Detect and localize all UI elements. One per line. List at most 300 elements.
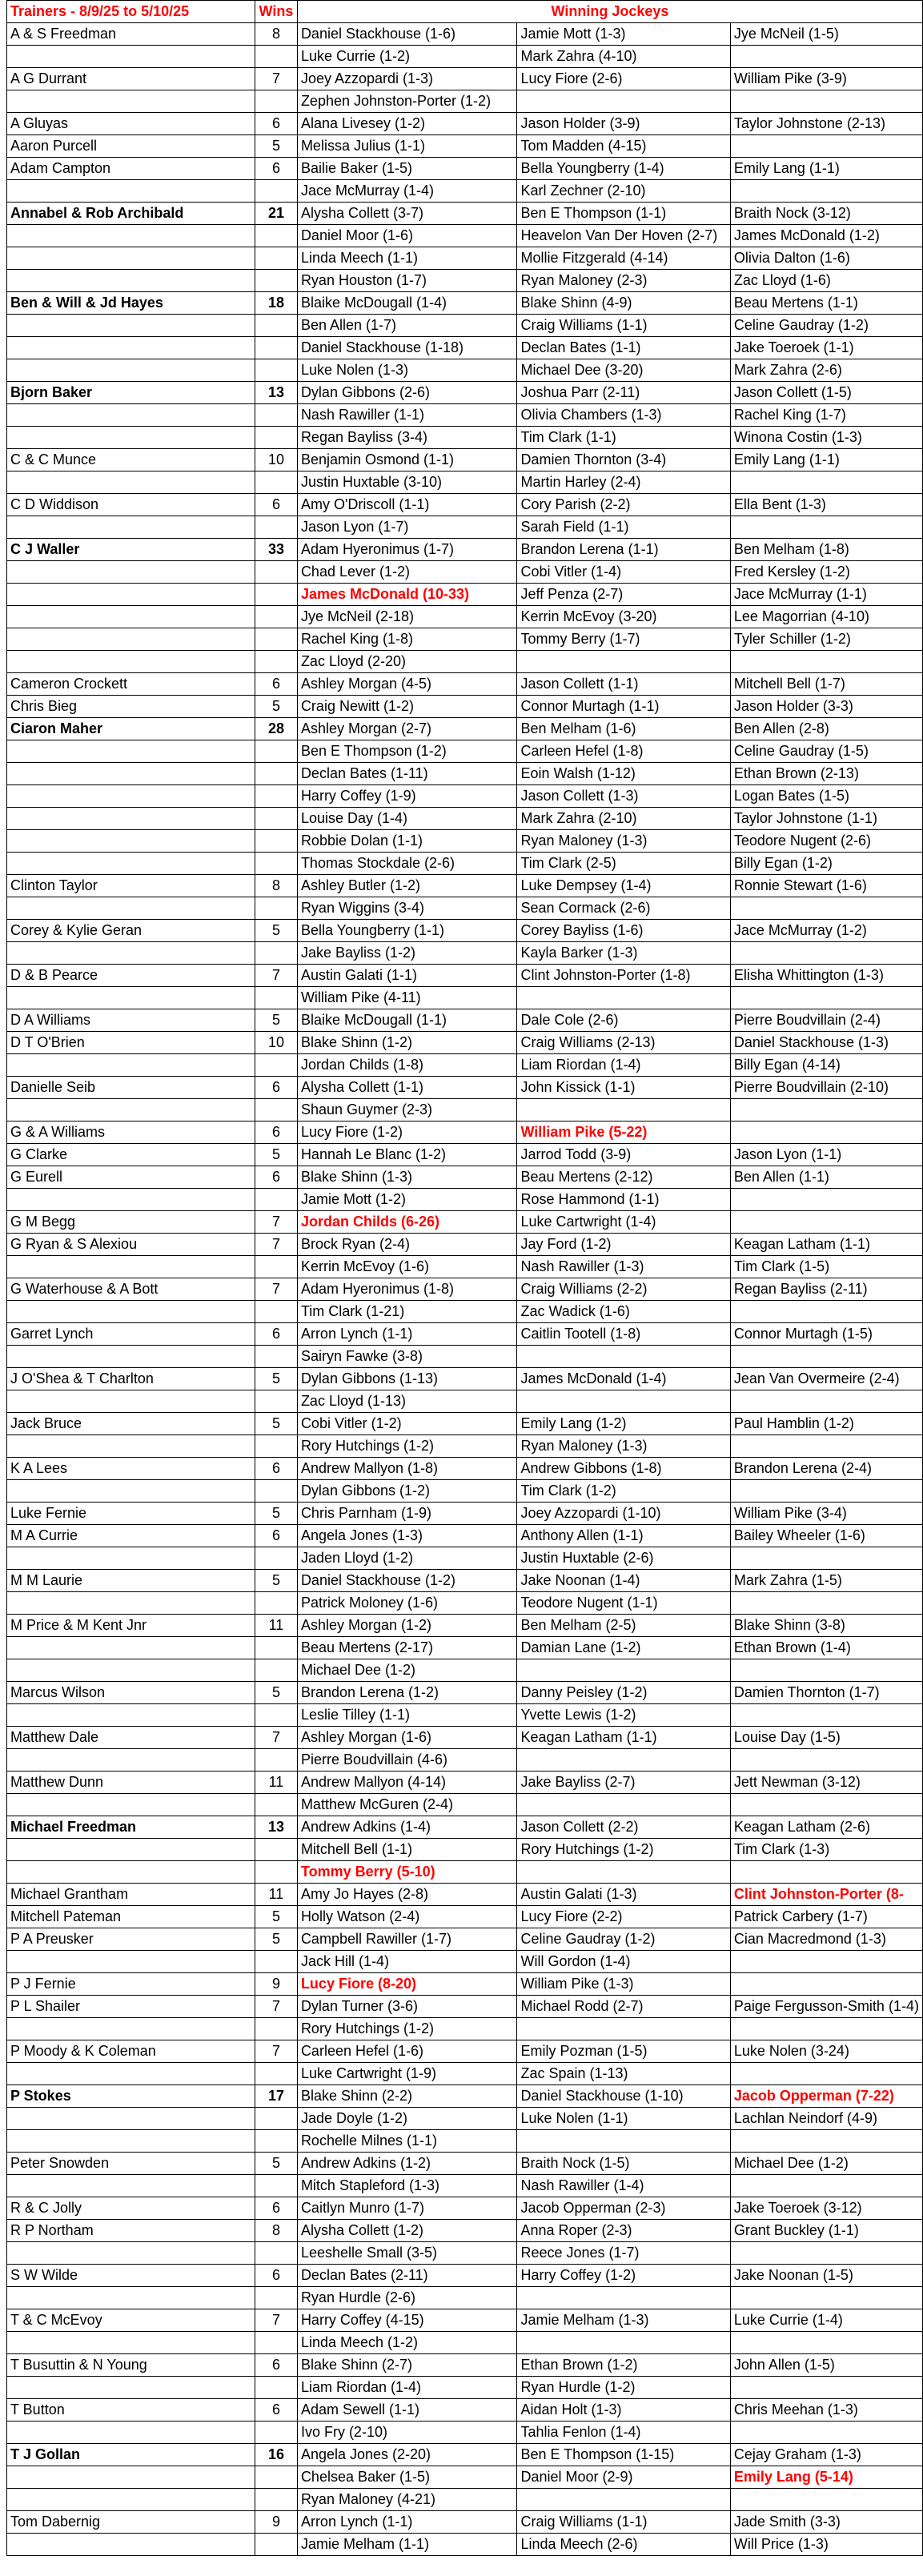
- table-row: [7, 1906, 923, 1928]
- trainer-name: [7, 46, 255, 68]
- jockey-cell: [730, 471, 922, 494]
- jockey-cell: Olivia Chambers (1-3): [517, 404, 730, 427]
- trainer-name: D A Williams: [7, 1009, 255, 1032]
- table-row: [7, 203, 923, 225]
- jockey-cell: Adam Sewell (1-1): [297, 2399, 517, 2422]
- jockey-cell: [730, 2018, 922, 2040]
- jockey-cell: Jordan Childs (1-8): [297, 1054, 517, 1077]
- jockey-cell: Pierre Boudvillain (4-6): [297, 1749, 517, 1772]
- jockey-cell: Tom Madden (4-15): [517, 135, 730, 158]
- table-row: [7, 2018, 923, 2040]
- jockey-cell: Dale Cole (2-6): [517, 1009, 730, 1032]
- wins-count: 7: [255, 965, 298, 987]
- trainer-name: Adam Campton: [7, 158, 255, 180]
- table-row: [7, 673, 923, 696]
- jockey-cell: Blake Shinn (2-2): [297, 2085, 517, 2108]
- jockey-cell: Caitlin Tootell (1-8): [517, 1323, 730, 1346]
- jockey-cell: Kerrin McEvoy (1-6): [297, 1256, 517, 1278]
- table-row: [7, 1928, 923, 1951]
- jockey-cell: Alana Livesey (1-2): [297, 113, 517, 135]
- trainer-name: [7, 1099, 255, 1121]
- jockey-cell: [730, 2489, 922, 2511]
- wins-count: [255, 785, 298, 808]
- table-row: [7, 494, 923, 516]
- jockey-cell: Kayla Barker (1-3): [517, 942, 730, 965]
- trainer-name: A G Durrant: [7, 68, 255, 90]
- trainer-name: P A Preusker: [7, 1928, 255, 1951]
- jockey-cell: Zac Lloyd (1-6): [730, 270, 922, 292]
- wins-count: 7: [255, 1278, 298, 1301]
- table-row: [7, 1547, 923, 1570]
- jockey-cell: Holly Watson (2-4): [297, 1906, 517, 1928]
- jockey-cell: Connor Murtagh (1-1): [517, 696, 730, 718]
- wins-count: [255, 2377, 298, 2399]
- jockey-cell: [730, 1794, 922, 1816]
- wins-count: [255, 90, 298, 113]
- wins-count: [255, 740, 298, 763]
- trainer-name: [7, 2242, 255, 2265]
- wins-count: 7: [255, 2040, 298, 2063]
- table-row: [7, 2063, 923, 2085]
- jockey-cell: Rory Hutchings (1-2): [517, 1839, 730, 1861]
- winning-jockeys-header: Winning Jockeys: [297, 1, 922, 23]
- jockey-cell: [730, 2332, 922, 2354]
- wins-count: 7: [255, 1234, 298, 1256]
- trainer-name: [7, 2466, 255, 2489]
- jockey-cell: Rachel King (1-7): [730, 404, 922, 427]
- wins-count: [255, 2175, 298, 2197]
- trainer-name: Ciaron Maher: [7, 718, 255, 740]
- jockey-cell: Taylor Johnstone (2-13): [730, 113, 922, 135]
- trainer-name: D T O'Brien: [7, 1032, 255, 1054]
- wins-count: 7: [255, 1211, 298, 1234]
- table-row: [7, 1816, 923, 1839]
- jockey-cell: Danny Peisley (1-2): [517, 1682, 730, 1704]
- jockey-cell: Hannah Le Blanc (1-2): [297, 1144, 517, 1166]
- jockey-cell: Brandon Lerena (1-2): [297, 1682, 517, 1704]
- jockey-cell: Grant Buckley (1-1): [730, 2220, 922, 2242]
- trainer-name: [7, 830, 255, 853]
- jockey-cell: Tim Clark (1-2): [517, 1480, 730, 1503]
- trainer-name: [7, 1861, 255, 1884]
- jockey-cell: Adam Hyeronimus (1-8): [297, 1278, 517, 1301]
- wins-count: 10: [255, 449, 298, 471]
- jockey-cell: Benjamin Osmond (1-1): [297, 449, 517, 471]
- trainer-name: Garret Lynch: [7, 1323, 255, 1346]
- jockey-cell: Caitlyn Munro (1-7): [297, 2197, 517, 2220]
- jockey-cell: Pierre Boudvillain (2-10): [730, 1077, 922, 1099]
- wins-count: 7: [255, 1727, 298, 1749]
- wins-count: [255, 2489, 298, 2511]
- table-row: [7, 359, 923, 382]
- jockey-cell: Teodore Nugent (2-6): [730, 830, 922, 853]
- jockey-cell: Patrick Moloney (1-6): [297, 1592, 517, 1615]
- table-row: [7, 1077, 923, 1099]
- trainer-name: Cameron Crockett: [7, 673, 255, 696]
- jockey-cell: Luke Nolen (3-24): [730, 2040, 922, 2063]
- jockey-cell: Dylan Gibbons (1-2): [297, 1480, 517, 1503]
- trainer-name: [7, 2175, 255, 2197]
- trainer-name: [7, 1704, 255, 1727]
- table-row: [7, 2287, 923, 2309]
- jockey-cell: Jason Lyon (1-7): [297, 516, 517, 539]
- jockey-cell: William Pike (1-3): [517, 1973, 730, 1996]
- wins-count: [255, 1435, 298, 1458]
- wins-count: [255, 897, 298, 920]
- jockey-cell: [517, 2332, 730, 2354]
- jockey-cell: Martin Harley (2-4): [517, 471, 730, 494]
- jockey-cell: Adam Hyeronimus (1-7): [297, 539, 517, 561]
- jockey-cell: Jamie Melham (1-3): [517, 2309, 730, 2332]
- jockey-cell: [730, 180, 922, 203]
- jockey-cell: [730, 1547, 922, 1570]
- table-row: [7, 1973, 923, 1996]
- trainers-table: [6, 0, 923, 2556]
- wins-count: 6: [255, 673, 298, 696]
- table-row: [7, 584, 923, 606]
- trainer-name: G Clarke: [7, 1144, 255, 1166]
- jockey-cell: Andrew Gibbons (1-8): [517, 1458, 730, 1480]
- trainer-name: [7, 606, 255, 628]
- jockey-cell: Celine Gaudray (1-2): [730, 315, 922, 337]
- trainer-name: [7, 2018, 255, 2040]
- trainer-name: Peter Snowden: [7, 2153, 255, 2175]
- jockey-cell: James McDonald (1-2): [730, 225, 922, 247]
- wins-count: 11: [255, 1615, 298, 1637]
- table-row: [7, 2265, 923, 2287]
- jockey-cell: Cobi Vitler (1-2): [297, 1413, 517, 1435]
- table-row: [7, 1144, 923, 1166]
- trainer-name: [7, 1346, 255, 1368]
- wins-count: 6: [255, 1166, 298, 1189]
- wins-count: [255, 808, 298, 830]
- trainer-name: Bjorn Baker: [7, 382, 255, 404]
- jockey-cell: Andrew Adkins (1-2): [297, 2153, 517, 2175]
- jockey-cell: Amy Jo Hayes (2-8): [297, 1884, 517, 1906]
- trainer-name: M M Laurie: [7, 1570, 255, 1592]
- jockey-cell: Ashley Butler (1-2): [297, 875, 517, 897]
- table-row: [7, 2399, 923, 2422]
- jockey-cell: Angela Jones (2-20): [297, 2444, 517, 2466]
- jockey-cell: Jason Holder (3-9): [517, 113, 730, 135]
- jockey-cell: Mark Zahra (4-10): [517, 46, 730, 68]
- jockey-cell: Jake Noonan (1-4): [517, 1570, 730, 1592]
- jockey-cell: Ben Allen (2-8): [730, 718, 922, 740]
- jockey-cell: Lee Magorrian (4-10): [730, 606, 922, 628]
- jockey-cell: [517, 2489, 730, 2511]
- jockey-cell: Jason Collett (1-3): [517, 785, 730, 808]
- jockey-cell: Jason Collett (1-1): [517, 673, 730, 696]
- jockey-cell: Daniel Stackhouse (1-2): [297, 1570, 517, 1592]
- trainer-name: [7, 1839, 255, 1861]
- table-row: [7, 23, 923, 46]
- jockey-cell: Declan Bates (2-11): [297, 2265, 517, 2287]
- trainer-name: [7, 2534, 255, 2556]
- jockey-cell: Lucy Fiore (2-6): [517, 68, 730, 90]
- jockey-cell: Jamie Melham (1-1): [297, 2534, 517, 2556]
- jockey-cell: Craig Williams (1-1): [517, 2511, 730, 2534]
- jockey-cell: Jake Bayliss (1-2): [297, 942, 517, 965]
- jockey-cell: Mark Zahra (2-10): [517, 808, 730, 830]
- trainer-name: [7, 987, 255, 1009]
- table-row: [7, 628, 923, 651]
- jockey-cell: [517, 90, 730, 113]
- table-row: [7, 2511, 923, 2534]
- jockey-cell: Ethan Brown (2-13): [730, 763, 922, 785]
- jockey-cell: Emily Lang (1-1): [730, 449, 922, 471]
- jockey-cell: Leeshelle Small (3-5): [297, 2242, 517, 2265]
- trainer-name: [7, 1659, 255, 1682]
- jockey-cell: [517, 987, 730, 1009]
- trainer-name: [7, 942, 255, 965]
- trainer-name: Corey & Kylie Geran: [7, 920, 255, 942]
- trainer-name: Mitchell Pateman: [7, 1906, 255, 1928]
- jockey-cell: Mark Zahra (1-5): [730, 1570, 922, 1592]
- trainer-name: [7, 1390, 255, 1413]
- wins-count: 6: [255, 1077, 298, 1099]
- jockey-cell: Daniel Moor (1-6): [297, 225, 517, 247]
- jockey-cell: Lucy Fiore (1-2): [297, 1121, 517, 1144]
- jockey-cell: Dylan Gibbons (2-6): [297, 382, 517, 404]
- jockey-cell: Linda Meech (2-6): [517, 2534, 730, 2556]
- trainer-name: [7, 1054, 255, 1077]
- table-row: [7, 2242, 923, 2265]
- trainer-name: C J Waller: [7, 539, 255, 561]
- jockey-cell: [730, 1346, 922, 1368]
- jockey-cell: Cory Parish (2-2): [517, 494, 730, 516]
- jockey-highlight: James McDonald (10-33): [297, 584, 517, 606]
- wins-count: [255, 942, 298, 965]
- jockey-cell: [730, 2242, 922, 2265]
- table-row: [7, 1211, 923, 1234]
- trainer-name: [7, 808, 255, 830]
- wins-count: [255, 2242, 298, 2265]
- wins-count: 5: [255, 920, 298, 942]
- jockey-cell: Brock Ryan (2-4): [297, 1234, 517, 1256]
- jockey-cell: Ben Allen (1-1): [730, 1166, 922, 1189]
- trainer-name: [7, 427, 255, 449]
- table-row: [7, 606, 923, 628]
- table-row: [7, 158, 923, 180]
- jockey-cell: [730, 1659, 922, 1682]
- trainer-name: [7, 1794, 255, 1816]
- table-row: [7, 1390, 923, 1413]
- jockey-cell: Blake Shinn (1-2): [297, 1032, 517, 1054]
- jockey-cell: Andrew Mallyon (4-14): [297, 1772, 517, 1794]
- jockey-cell: Zac Wadick (1-6): [517, 1301, 730, 1323]
- jockey-cell: Harry Coffey (1-2): [517, 2265, 730, 2287]
- wins-count: [255, 2534, 298, 2556]
- header-row: [7, 1, 923, 23]
- jockey-cell: Jye McNeil (2-18): [297, 606, 517, 628]
- wins-count: 5: [255, 1009, 298, 1032]
- jockey-cell: Anna Roper (2-3): [517, 2220, 730, 2242]
- table-row: [7, 1413, 923, 1435]
- table-row: [7, 404, 923, 427]
- wins-count: [255, 763, 298, 785]
- wins-count: [255, 2287, 298, 2309]
- jockey-cell: Tim Clark (1-21): [297, 1301, 517, 1323]
- trainer-name: [7, 2377, 255, 2399]
- jockey-cell: Winona Costin (1-3): [730, 427, 922, 449]
- jockey-cell: Joshua Parr (2-11): [517, 382, 730, 404]
- jockey-cell: Fred Kersley (1-2): [730, 561, 922, 584]
- jockey-cell: Emily Pozman (1-5): [517, 2040, 730, 2063]
- table-row: [7, 1525, 923, 1547]
- wins-count: [255, 2108, 298, 2130]
- jockey-cell: Connor Murtagh (1-5): [730, 1323, 922, 1346]
- jockey-cell: Melissa Julius (1-1): [297, 135, 517, 158]
- jockey-cell: Reece Jones (1-7): [517, 2242, 730, 2265]
- jockey-cell: [517, 1659, 730, 1682]
- jockey-cell: Ryan Houston (1-7): [297, 270, 517, 292]
- table-row: [7, 427, 923, 449]
- table-row: [7, 1009, 923, 1032]
- wins-count: 33: [255, 539, 298, 561]
- jockey-cell: [730, 1121, 922, 1144]
- jockey-cell: Ben Allen (1-7): [297, 315, 517, 337]
- jockey-cell: Andrew Mallyon (1-8): [297, 1458, 517, 1480]
- trainer-name: K A Lees: [7, 1458, 255, 1480]
- trainer-name: Annabel & Rob Archibald: [7, 203, 255, 225]
- trainer-name: P L Shailer: [7, 1996, 255, 2018]
- jockey-cell: Ryan Maloney (1-3): [517, 830, 730, 853]
- jockey-cell: Billy Egan (1-2): [730, 853, 922, 875]
- jockey-cell: Rochelle Milnes (1-1): [297, 2130, 517, 2153]
- table-row: [7, 539, 923, 561]
- wins-count: [255, 2466, 298, 2489]
- table-row: [7, 516, 923, 539]
- jockey-cell: Kerrin McEvoy (3-20): [517, 606, 730, 628]
- trainer-name: Matthew Dale: [7, 1727, 255, 1749]
- jockey-cell: Damien Thornton (1-7): [730, 1682, 922, 1704]
- jockey-cell: Regan Bayliss (2-11): [730, 1278, 922, 1301]
- wins-count: [255, 1794, 298, 1816]
- wins-count: [255, 1547, 298, 1570]
- jockey-cell: [730, 516, 922, 539]
- trainer-name: [7, 90, 255, 113]
- table-row: [7, 1839, 923, 1861]
- jockey-cell: Carleen Hefel (1-8): [517, 740, 730, 763]
- table-row: [7, 1704, 923, 1727]
- wins-count: [255, 1659, 298, 1682]
- jockey-cell: Angela Jones (1-3): [297, 1525, 517, 1547]
- wins-count: [255, 1637, 298, 1659]
- table-row: [7, 1099, 923, 1121]
- table-row: [7, 225, 923, 247]
- trainer-name: [7, 2130, 255, 2153]
- jockey-cell: Zac Lloyd (2-20): [297, 651, 517, 673]
- jockey-cell: Blake Shinn (4-9): [517, 292, 730, 315]
- jockey-highlight: William Pike (5-22): [517, 1121, 730, 1144]
- wins-count: 5: [255, 135, 298, 158]
- jockey-cell: Paul Hamblin (1-2): [730, 1413, 922, 1435]
- jockey-cell: [517, 1346, 730, 1368]
- jockey-cell: Blaike McDougall (1-4): [297, 292, 517, 315]
- trainer-name: D & B Pearce: [7, 965, 255, 987]
- table-row: [7, 1503, 923, 1525]
- jockey-cell: Corey Bayliss (1-6): [517, 920, 730, 942]
- table-row: [7, 68, 923, 90]
- table-row: [7, 1615, 923, 1637]
- jockey-cell: Regan Bayliss (3-4): [297, 427, 517, 449]
- jockey-cell: Leslie Tilley (1-1): [297, 1704, 517, 1727]
- wins-count: 5: [255, 1144, 298, 1166]
- jockey-cell: Jade Doyle (1-2): [297, 2108, 517, 2130]
- jockey-cell: [730, 1704, 922, 1727]
- jockey-cell: Mollie Fitzgerald (4-14): [517, 247, 730, 270]
- table-row: [7, 292, 923, 315]
- jockey-cell: Clint Johnston-Porter (1-8): [517, 965, 730, 987]
- jockey-cell: Craig Williams (1-1): [517, 315, 730, 337]
- jockey-cell: Aidan Holt (1-3): [517, 2399, 730, 2422]
- jockey-cell: [730, 1099, 922, 1121]
- table-row: [7, 1682, 923, 1704]
- jockey-cell: Ethan Brown (1-2): [517, 2354, 730, 2377]
- jockey-cell: Craig Newitt (1-2): [297, 696, 517, 718]
- jockey-cell: Justin Huxtable (2-6): [517, 1547, 730, 1570]
- jockey-cell: Bailie Baker (1-5): [297, 158, 517, 180]
- jockey-cell: Luke Nolen (1-3): [297, 359, 517, 382]
- trainer-name: Jack Bruce: [7, 1413, 255, 1435]
- jockey-cell: Daniel Stackhouse (1-6): [297, 23, 517, 46]
- wins-count: [255, 247, 298, 270]
- jockey-cell: Jeff Penza (2-7): [517, 584, 730, 606]
- trainer-name: G M Begg: [7, 1211, 255, 1234]
- jockey-cell: Ashley Morgan (2-7): [297, 718, 517, 740]
- table-row: [7, 2220, 923, 2242]
- table-row: [7, 1884, 923, 1906]
- jockey-cell: Tahlia Fenlon (1-4): [517, 2422, 730, 2444]
- jockey-cell: Blake Shinn (2-7): [297, 2354, 517, 2377]
- jockey-cell: William Pike (3-9): [730, 68, 922, 90]
- jockey-cell: Ben E Thompson (1-15): [517, 2444, 730, 2466]
- jockey-highlight: Tommy Berry (5-10): [297, 1861, 517, 1884]
- wins-count: [255, 2063, 298, 2085]
- table-row: [7, 1480, 923, 1503]
- trainer-name: G & A Williams: [7, 1121, 255, 1144]
- table-row: [7, 1570, 923, 1592]
- jockey-cell: Will Price (1-3): [730, 2534, 922, 2556]
- table-row: [7, 2466, 923, 2489]
- jockey-cell: Mitchell Bell (1-1): [297, 1839, 517, 1861]
- wins-count: 5: [255, 1906, 298, 1928]
- jockey-cell: Jaden Lloyd (1-2): [297, 1547, 517, 1570]
- trainer-name: Clinton Taylor: [7, 875, 255, 897]
- jockey-cell: Chad Lever (1-2): [297, 561, 517, 584]
- jockey-cell: Jamie Mott (1-2): [297, 1189, 517, 1211]
- wins-count: [255, 270, 298, 292]
- trainer-name: [7, 1256, 255, 1278]
- wins-count: [255, 1951, 298, 1973]
- trainer-name: [7, 337, 255, 359]
- trainer-name: Aaron Purcell: [7, 135, 255, 158]
- jockey-cell: Alysha Collett (1-2): [297, 2220, 517, 2242]
- jockey-cell: Jye McNeil (1-5): [730, 23, 922, 46]
- wins-count: [255, 1839, 298, 1861]
- trainer-name: [7, 2108, 255, 2130]
- jockey-cell: Will Gordon (1-4): [517, 1951, 730, 1973]
- table-row: [7, 1301, 923, 1323]
- table-row: [7, 785, 923, 808]
- trainer-name: Marcus Wilson: [7, 1682, 255, 1704]
- jockey-cell: Linda Meech (1-1): [297, 247, 517, 270]
- jockey-cell: Daniel Stackhouse (1-10): [517, 2085, 730, 2108]
- jockey-cell: William Pike (4-11): [297, 987, 517, 1009]
- wins-count: [255, 516, 298, 539]
- jockey-cell: Patrick Carbery (1-7): [730, 1906, 922, 1928]
- jockey-cell: Tim Clark (2-5): [517, 853, 730, 875]
